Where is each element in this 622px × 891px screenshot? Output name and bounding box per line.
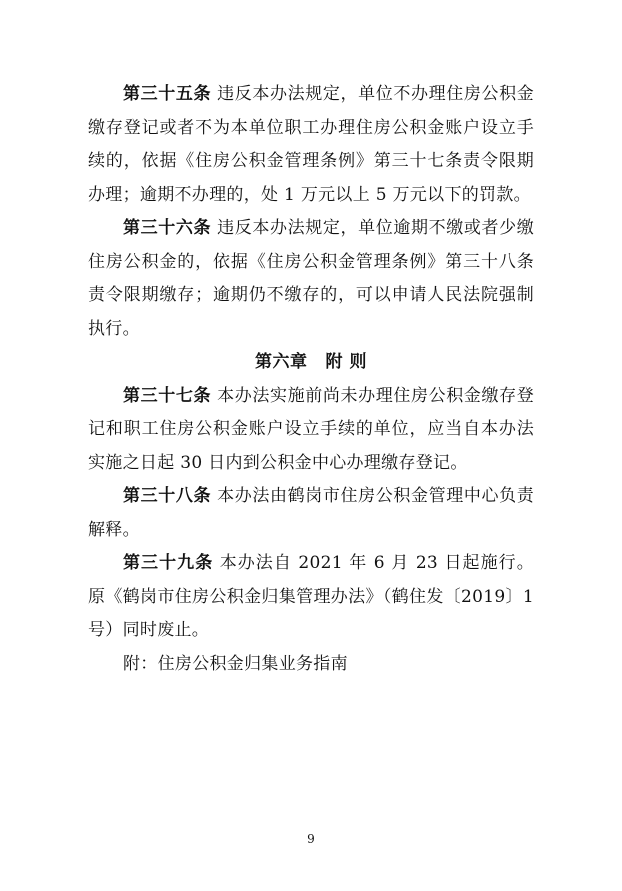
chapter-number: 第六章	[255, 352, 308, 372]
article-39	[88, 547, 534, 648]
article-heading: 第三十八条	[123, 486, 212, 506]
article-text: 违反本办法规定，单位逾期不缴或者少缴住房公积金的，依据《住房公积金管理条例》第三十八条责令限期缴存；逾期仍不缴存的，可以申请人民法院强制执行。	[88, 218, 534, 339]
document-body	[88, 78, 534, 681]
article-heading: 第三十五条	[123, 84, 212, 104]
article-heading: 第三十六条	[123, 218, 212, 238]
attachment-note: 附：住房公积金归集业务指南	[123, 653, 348, 674]
page-number: 9	[307, 832, 315, 846]
article-heading: 第三十九条	[123, 553, 214, 573]
article-heading: 第三十七条	[123, 385, 212, 406]
chapter-title: 附 则	[325, 352, 367, 372]
article-36	[88, 212, 534, 346]
article-text: 本办法由鹤岗市住房公积金管理中心负责解释。	[88, 486, 534, 540]
article-35	[88, 78, 534, 212]
article-38	[88, 480, 534, 547]
article-text: 本办法实施前尚未办理住房公积金缴存登记和职工住房公积金账户设立手续的单位，应当自本办法实施之日起 30 日内到公积金中心办理缴存登记。	[88, 385, 534, 473]
article-text: 本办法自 2021 年 6 月 23 日起施行。原《鹤岗市住房公积金归集管理办法》（鹤住发〔2019〕1 号）同时废止。	[88, 553, 534, 640]
chapter-heading	[88, 346, 534, 380]
article-text: 违反本办法规定，单位不办理住房公积金缴存登记或者不为本单位职工办理住房公积金账户设立手续的，依据《住房公积金管理条例》第三十七条责令限期办理；逾期不办理的，处 1 万元以上 5 万元以下的罚款。	[88, 84, 534, 205]
article-37	[88, 380, 534, 481]
